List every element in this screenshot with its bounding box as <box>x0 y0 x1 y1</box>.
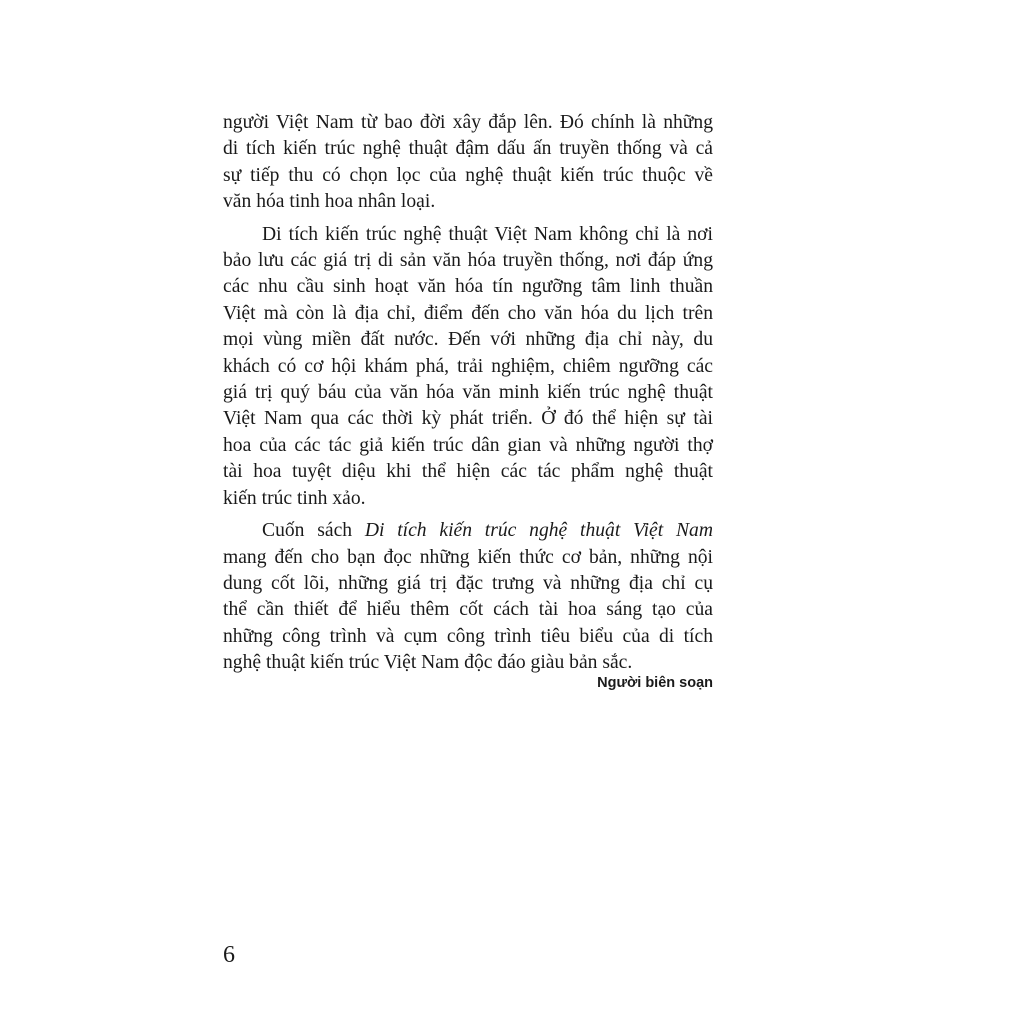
text-line-prefix: Cuốn sách <box>262 520 365 542</box>
text-line: di tích kiến trúc nghệ thuật đậm dấu ấn truyền thống và cả <box>223 138 713 160</box>
text-line: những công trình và cụm công trình tiêu biểu của di tích <box>223 625 713 647</box>
text-line: tài hoa tuyệt diệu khi thể hiện các tác phẩm nghệ thuật <box>223 461 713 483</box>
author-signature: Người biên soạn <box>597 675 713 691</box>
text-line: mang đến cho bạn đọc những kiến thức cơ bản, những nội <box>223 546 713 568</box>
text-line: Di tích kiến trúc nghệ thuật Việt Nam không chỉ là nơi <box>262 223 713 245</box>
text-line: kiến trúc tinh xảo. <box>223 487 366 509</box>
text-line: thể cần thiết để hiểu thêm cốt cách tài hoa sáng tạo của <box>223 599 713 621</box>
body-text <box>223 110 713 677</box>
book-title: Di tích kiến trúc nghệ thuật Việt Nam <box>364 520 713 542</box>
text-line: sự tiếp thu có chọn lọc của nghệ thuật kiến trúc thuộc về <box>223 164 713 186</box>
text-line: văn hóa tinh hoa nhân loại. <box>223 191 436 213</box>
text-line <box>223 518 713 544</box>
paragraph-1 <box>223 110 713 216</box>
paragraph-2 <box>223 222 713 512</box>
text-line: Việt mà còn là địa chỉ, điểm đến cho văn hóa du lịch trên <box>223 302 713 324</box>
text-line: dung cốt lõi, những giá trị đặc trưng và những địa chỉ cụ <box>223 572 713 594</box>
page-number: 6 <box>223 942 235 968</box>
text-line: khách có cơ hội khám phá, trải nghiệm, chiêm ngưỡng các <box>223 355 713 377</box>
text-line: các nhu cầu sinh hoạt văn hóa tín ngưỡng tâm linh thuần <box>223 276 713 298</box>
text-line: hoa của các tác giả kiến trúc dân gian và những người thợ <box>223 434 713 456</box>
paragraph-3 <box>223 518 713 676</box>
text-line: bảo lưu các giá trị di sản văn hóa truyền thống, nơi đáp ứng <box>223 250 713 272</box>
text-line: giá trị quý báu của văn hóa văn minh kiến trúc nghệ thuật <box>223 382 713 404</box>
text-line: người Việt Nam từ bao đời xây đắp lên. Đó chính là những <box>223 112 713 133</box>
text-line: Việt Nam qua các thời kỳ phát triển. Ở đó thể hiện sự tài <box>223 408 713 430</box>
text-line: mọi vùng miền đất nước. Đến với những địa chỉ này, du <box>223 329 713 351</box>
text-line: nghệ thuật kiến trúc Việt Nam độc đáo giàu bản sắc. <box>223 652 633 674</box>
